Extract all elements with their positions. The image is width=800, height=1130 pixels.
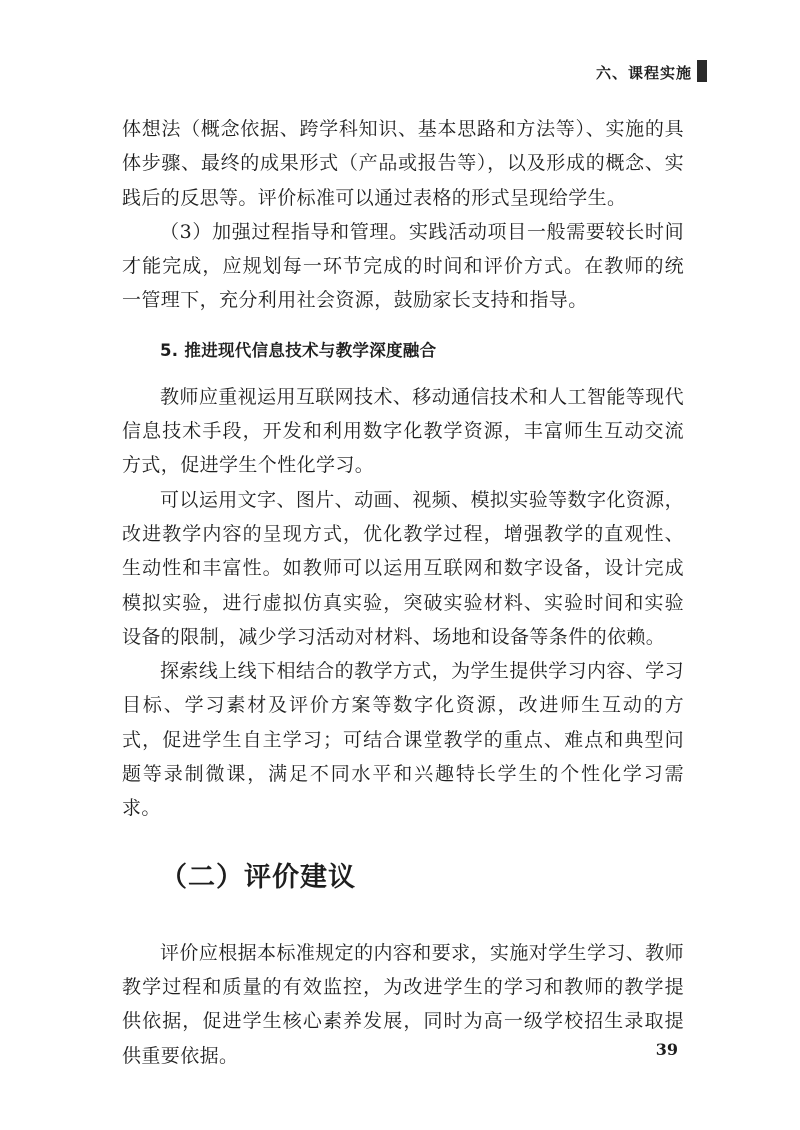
page-body bbox=[122, 112, 684, 1073]
paragraph-continued: 体想法（概念依据、跨学科知识、基本思路和方法等）、实施的具体步骤、最终的成果形式（产品或报告等），以及形成的概念、实践后的反思等。评价标准可以通过表格的形式呈现给学生。 bbox=[122, 118, 684, 209]
paragraph: 探索线上线下相结合的教学方式，为学生提供学习内容、学习目标、学习素材及评价方案等数字化资源，改进师生互动的方式，促进学生自主学习；可结合课堂教学的重点、难点和典型问题等录制微课，满足不同水平和兴趣特长学生的个性化学习需求。 bbox=[122, 660, 684, 820]
paragraph: 评价应根据本标准规定的内容和要求，实施对学生学习、教师教学过程和质量的有效监控，为改进学生的学习和教师的教学提供依据，促进学生核心素养发展，同时为高一级学校招生录取提供重要依据。 bbox=[122, 941, 684, 1067]
paragraph: 教师应重视运用互联网技术、移动通信技术和人工智能等现代信息技术手段，开发和利用数字化教学资源，丰富师生互动交流方式，促进学生个性化学习。 bbox=[122, 385, 684, 477]
paragraph: 可以运用文字、图片、动画、视频、模拟实验等数字化资源，改进教学内容的呈现方式，优化教学过程，增强教学的直观性、生动性和丰富性。如教师可以运用互联网和数字设备，设计完成模拟实验，进行虚拟仿真实验，突破实验材料、实验时间和实验设备的限制，减少学习活动对材料、场地和设备等条件的依赖。 bbox=[122, 488, 684, 648]
paragraph-item-3: （3）加强过程指导和管理。实践活动项目一般需要较长时间才能完成，应规划每一环节完成的时间和评价方式。在教师的统一管理下，充分利用社会资源，鼓励家长支持和指导。 bbox=[122, 220, 684, 312]
major-heading-evaluation: （二）评价建议 bbox=[160, 861, 356, 893]
page-number: 39 bbox=[655, 1040, 678, 1059]
running-header: 六、课程实施 bbox=[595, 64, 692, 82]
section-heading-5: 5. 推进现代信息技术与教学深度融合 bbox=[160, 340, 437, 360]
header-bar-decoration bbox=[697, 60, 707, 82]
